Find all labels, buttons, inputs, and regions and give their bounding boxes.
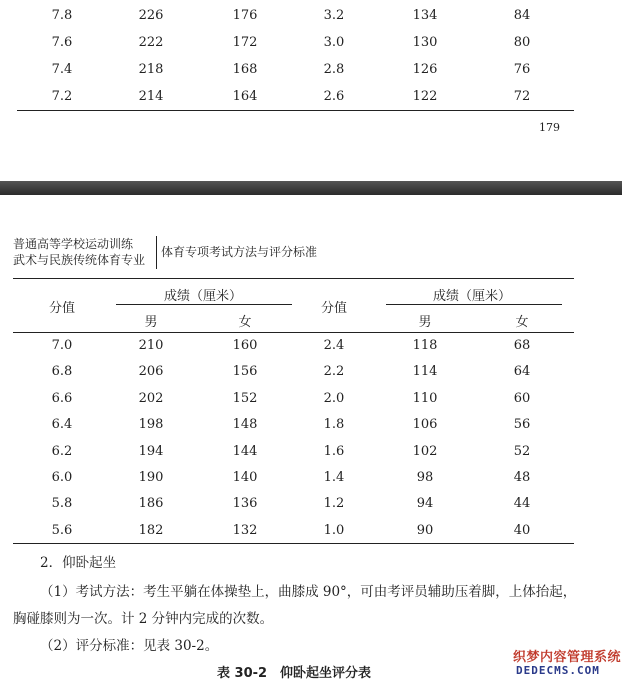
previous-table-cell: 168: [232, 62, 258, 77]
score-table-cell: 152: [232, 390, 258, 406]
score-table-cell: 68: [513, 338, 531, 353]
score-table-cell: 1.2: [323, 496, 345, 512]
previous-table-cell: 122: [412, 89, 438, 104]
table-caption: 表 30-2 仰卧起坐评分表: [217, 666, 372, 681]
score-table-cell: 106: [412, 417, 438, 433]
score-table-cell: 94: [416, 496, 434, 512]
previous-table-cell: 7.2: [51, 89, 73, 104]
score-table-cell: 5.6: [51, 522, 73, 538]
method-paragraph-line2: 胸碰膝则为一次。计 2 分钟内完成的次数。: [13, 611, 274, 627]
header-female-left: 女: [238, 315, 252, 330]
score-table-cell: 60: [513, 390, 531, 406]
previous-table-cell: 134: [412, 8, 438, 23]
header-result-right-underline: [386, 304, 562, 305]
running-header-right: 体育专项考试方法与评分标准: [161, 245, 318, 259]
previous-table-cell: 2.8: [323, 62, 345, 77]
previous-table-cell: 164: [232, 89, 258, 104]
score-table-cell: 114: [412, 364, 438, 380]
previous-table-cell: 2.6: [323, 89, 345, 104]
score-table-cell: 160: [232, 338, 258, 353]
score-table-cell: 206: [138, 364, 164, 380]
previous-table-cell: 7.8: [51, 8, 73, 23]
previous-table-cell: 80: [513, 35, 531, 50]
score-table-cell: 64: [513, 364, 531, 380]
score-table-cell: 110: [412, 390, 438, 406]
previous-table-cell: 3.0: [323, 35, 345, 50]
score-table-cell: 7.0: [51, 338, 73, 353]
score-table-cell: 210: [138, 338, 164, 353]
previous-table-cell: 76: [513, 62, 531, 77]
previous-table-cell: 172: [232, 35, 258, 50]
running-header-left-line1: 普通高等学校运动训练: [13, 237, 134, 251]
score-table-cell: 6.4: [51, 417, 73, 433]
page-divider: [0, 181, 622, 195]
score-table-cell: 1.0: [323, 522, 345, 538]
score-table-cell: 194: [138, 443, 164, 459]
score-table-cell: 190: [138, 470, 164, 485]
score-table-cell: 40: [513, 522, 531, 538]
score-table-cell: 118: [412, 338, 438, 353]
header-score-left: 分值: [48, 301, 76, 316]
running-header-left-line2: 武术与民族传统体育专业: [13, 253, 146, 267]
method-paragraph-line1: （1）考试方法：考生平躺在体操垫上，曲膝成 90°，可由考评员辅助压着脚，上体抬起，: [40, 584, 577, 600]
previous-table-cell: 222: [138, 35, 164, 50]
score-table-cell: 140: [232, 470, 258, 485]
section-heading: 2．仰卧起坐: [40, 555, 117, 571]
previous-table-cell: 130: [412, 35, 438, 50]
previous-table-cell: 72: [513, 89, 531, 104]
previous-table-cell: 84: [513, 8, 531, 23]
previous-table-cell: 226: [138, 8, 164, 23]
main-table-bottom-rule: [13, 543, 574, 544]
header-result-left: 成绩（厘米）: [163, 289, 243, 304]
score-table-cell: 52: [513, 443, 531, 459]
score-table-cell: 2.4: [323, 338, 345, 353]
scoring-paragraph: （2）评分标准：见表 30-2。: [40, 638, 219, 654]
top-table-bottom-rule: [17, 110, 574, 111]
score-table-cell: 102: [412, 443, 438, 459]
score-table-cell: 2.0: [323, 390, 345, 406]
score-table-cell: 182: [138, 522, 164, 538]
score-table-cell: 48: [513, 470, 531, 485]
previous-table-cell: 176: [232, 8, 258, 23]
previous-table-cell: 218: [138, 62, 164, 77]
score-table-cell: 198: [138, 417, 164, 433]
running-header-separator: [156, 236, 157, 269]
header-score-right: 分值: [320, 301, 348, 316]
score-table-cell: 136: [232, 496, 258, 512]
score-table-cell: 6.2: [51, 443, 73, 459]
score-table-cell: 6.8: [51, 364, 73, 380]
score-table-cell: 156: [232, 364, 258, 380]
score-table-cell: 1.6: [323, 443, 345, 459]
previous-table-cell: 214: [138, 89, 164, 104]
score-table-cell: 90: [416, 522, 434, 538]
header-female-right: 女: [515, 315, 529, 330]
score-table-cell: 5.8: [51, 496, 73, 512]
watermark-line1: 织梦内容管理系统: [513, 650, 622, 665]
score-table-cell: 44: [513, 496, 531, 512]
score-table-cell: 202: [138, 390, 164, 406]
previous-table-cell: 126: [412, 62, 438, 77]
score-table-cell: 6.0: [51, 470, 73, 485]
previous-table-cell: 7.4: [51, 62, 73, 77]
previous-table-cell: 3.2: [323, 8, 345, 23]
score-table-cell: 148: [232, 417, 258, 433]
main-table-top-rule: [13, 278, 574, 279]
score-table-cell: 2.2: [323, 364, 345, 380]
score-table-cell: 186: [138, 496, 164, 512]
score-table-cell: 132: [232, 522, 258, 538]
previous-table-cell: 7.6: [51, 35, 73, 50]
watermark-line2: DEDECMS.COM: [516, 664, 600, 677]
header-male-right: 男: [418, 315, 432, 330]
score-table-cell: 6.6: [51, 390, 73, 406]
header-result-left-underline: [116, 304, 292, 305]
header-male-left: 男: [144, 315, 158, 330]
score-table-cell: 1.8: [323, 417, 345, 433]
main-table-header-rule: [13, 332, 574, 333]
header-result-right: 成绩（厘米）: [432, 289, 512, 304]
score-table-cell: 98: [416, 470, 434, 485]
page-number: 179: [539, 121, 560, 134]
score-table-cell: 1.4: [323, 470, 345, 485]
score-table-cell: 56: [513, 417, 531, 433]
score-table-cell: 144: [232, 443, 258, 459]
